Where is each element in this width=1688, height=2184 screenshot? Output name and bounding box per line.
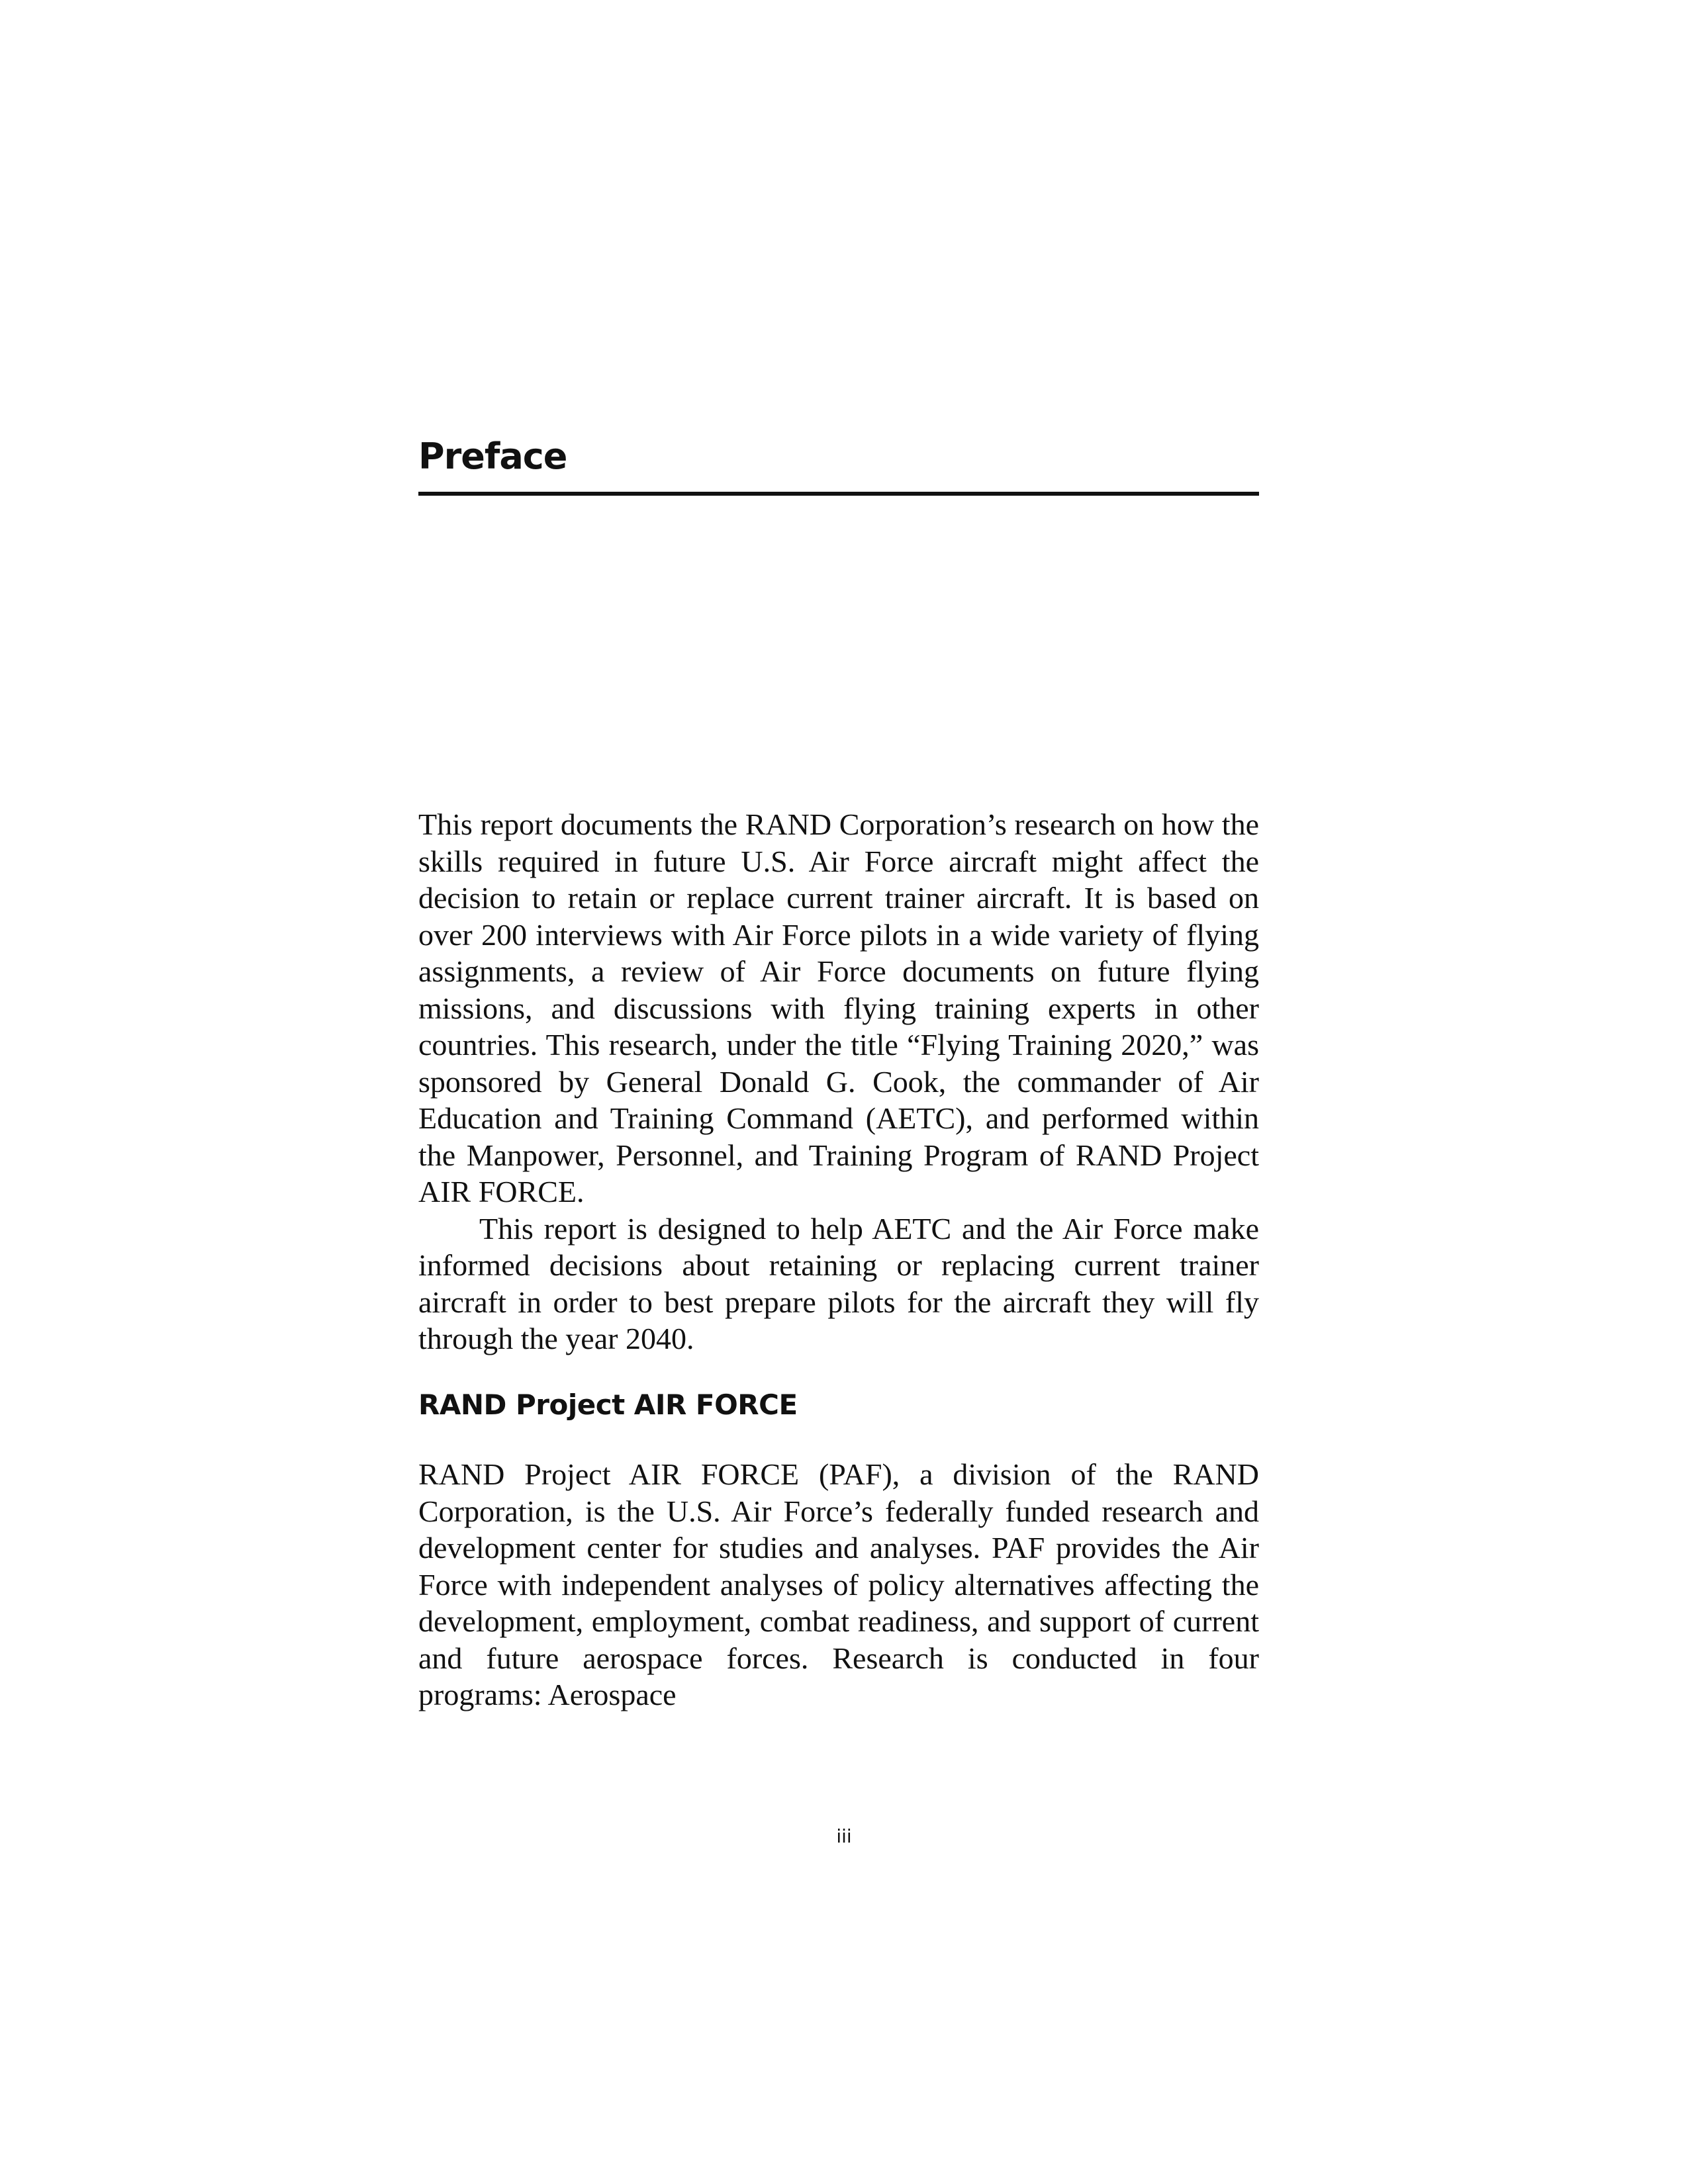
section-heading-paf: RAND Project AIR FORCE [418, 1388, 798, 1421]
paf-paragraph: RAND Project AIR FORCE (PAF), a division of the RAND Corporation, is the U.S. Air Force’s federally funded research and development center for studies and analyses. PAF provides the Air Force with independent analyses of policy alternatives affecting the development, employment, combat readiness, and support of current and future aerospace forces. Research is conducted in four programs: Aerospace [418, 1457, 1259, 1711]
preface-body [418, 806, 1259, 1357]
preface-paragraph-1: This report documents the RAND Corporation’s research on how the skills required in future U.S. Air Force aircraft might affect the decision to retain or replace current trainer aircraft. It is based on over 200 interviews with Air Force pilots in a wide variety of flying assignments, a review of Air Force documents on future flying missions, and discussions with flying training experts in other countries. This research, under the title “Flying Training 2020,” was sponsored by General Donald G. Cook, the commander of Air Education and Training Command (AETC), and performed within the Manpower, Personnel, and Training Program of RAND Project AIR FORCE. [418, 807, 1259, 1208]
preface-paragraph-2: This report is designed to help AETC and the Air Force make informed decisions about retaining or replacing current trainer aircraft in order to best prepare pilots for the aircraft they will fly through the year 2040. [418, 1211, 1259, 1355]
title-rule [418, 492, 1259, 496]
page-number: iii [836, 1825, 852, 1847]
paf-body [418, 1456, 1259, 1713]
page-title: Preface [418, 435, 567, 477]
